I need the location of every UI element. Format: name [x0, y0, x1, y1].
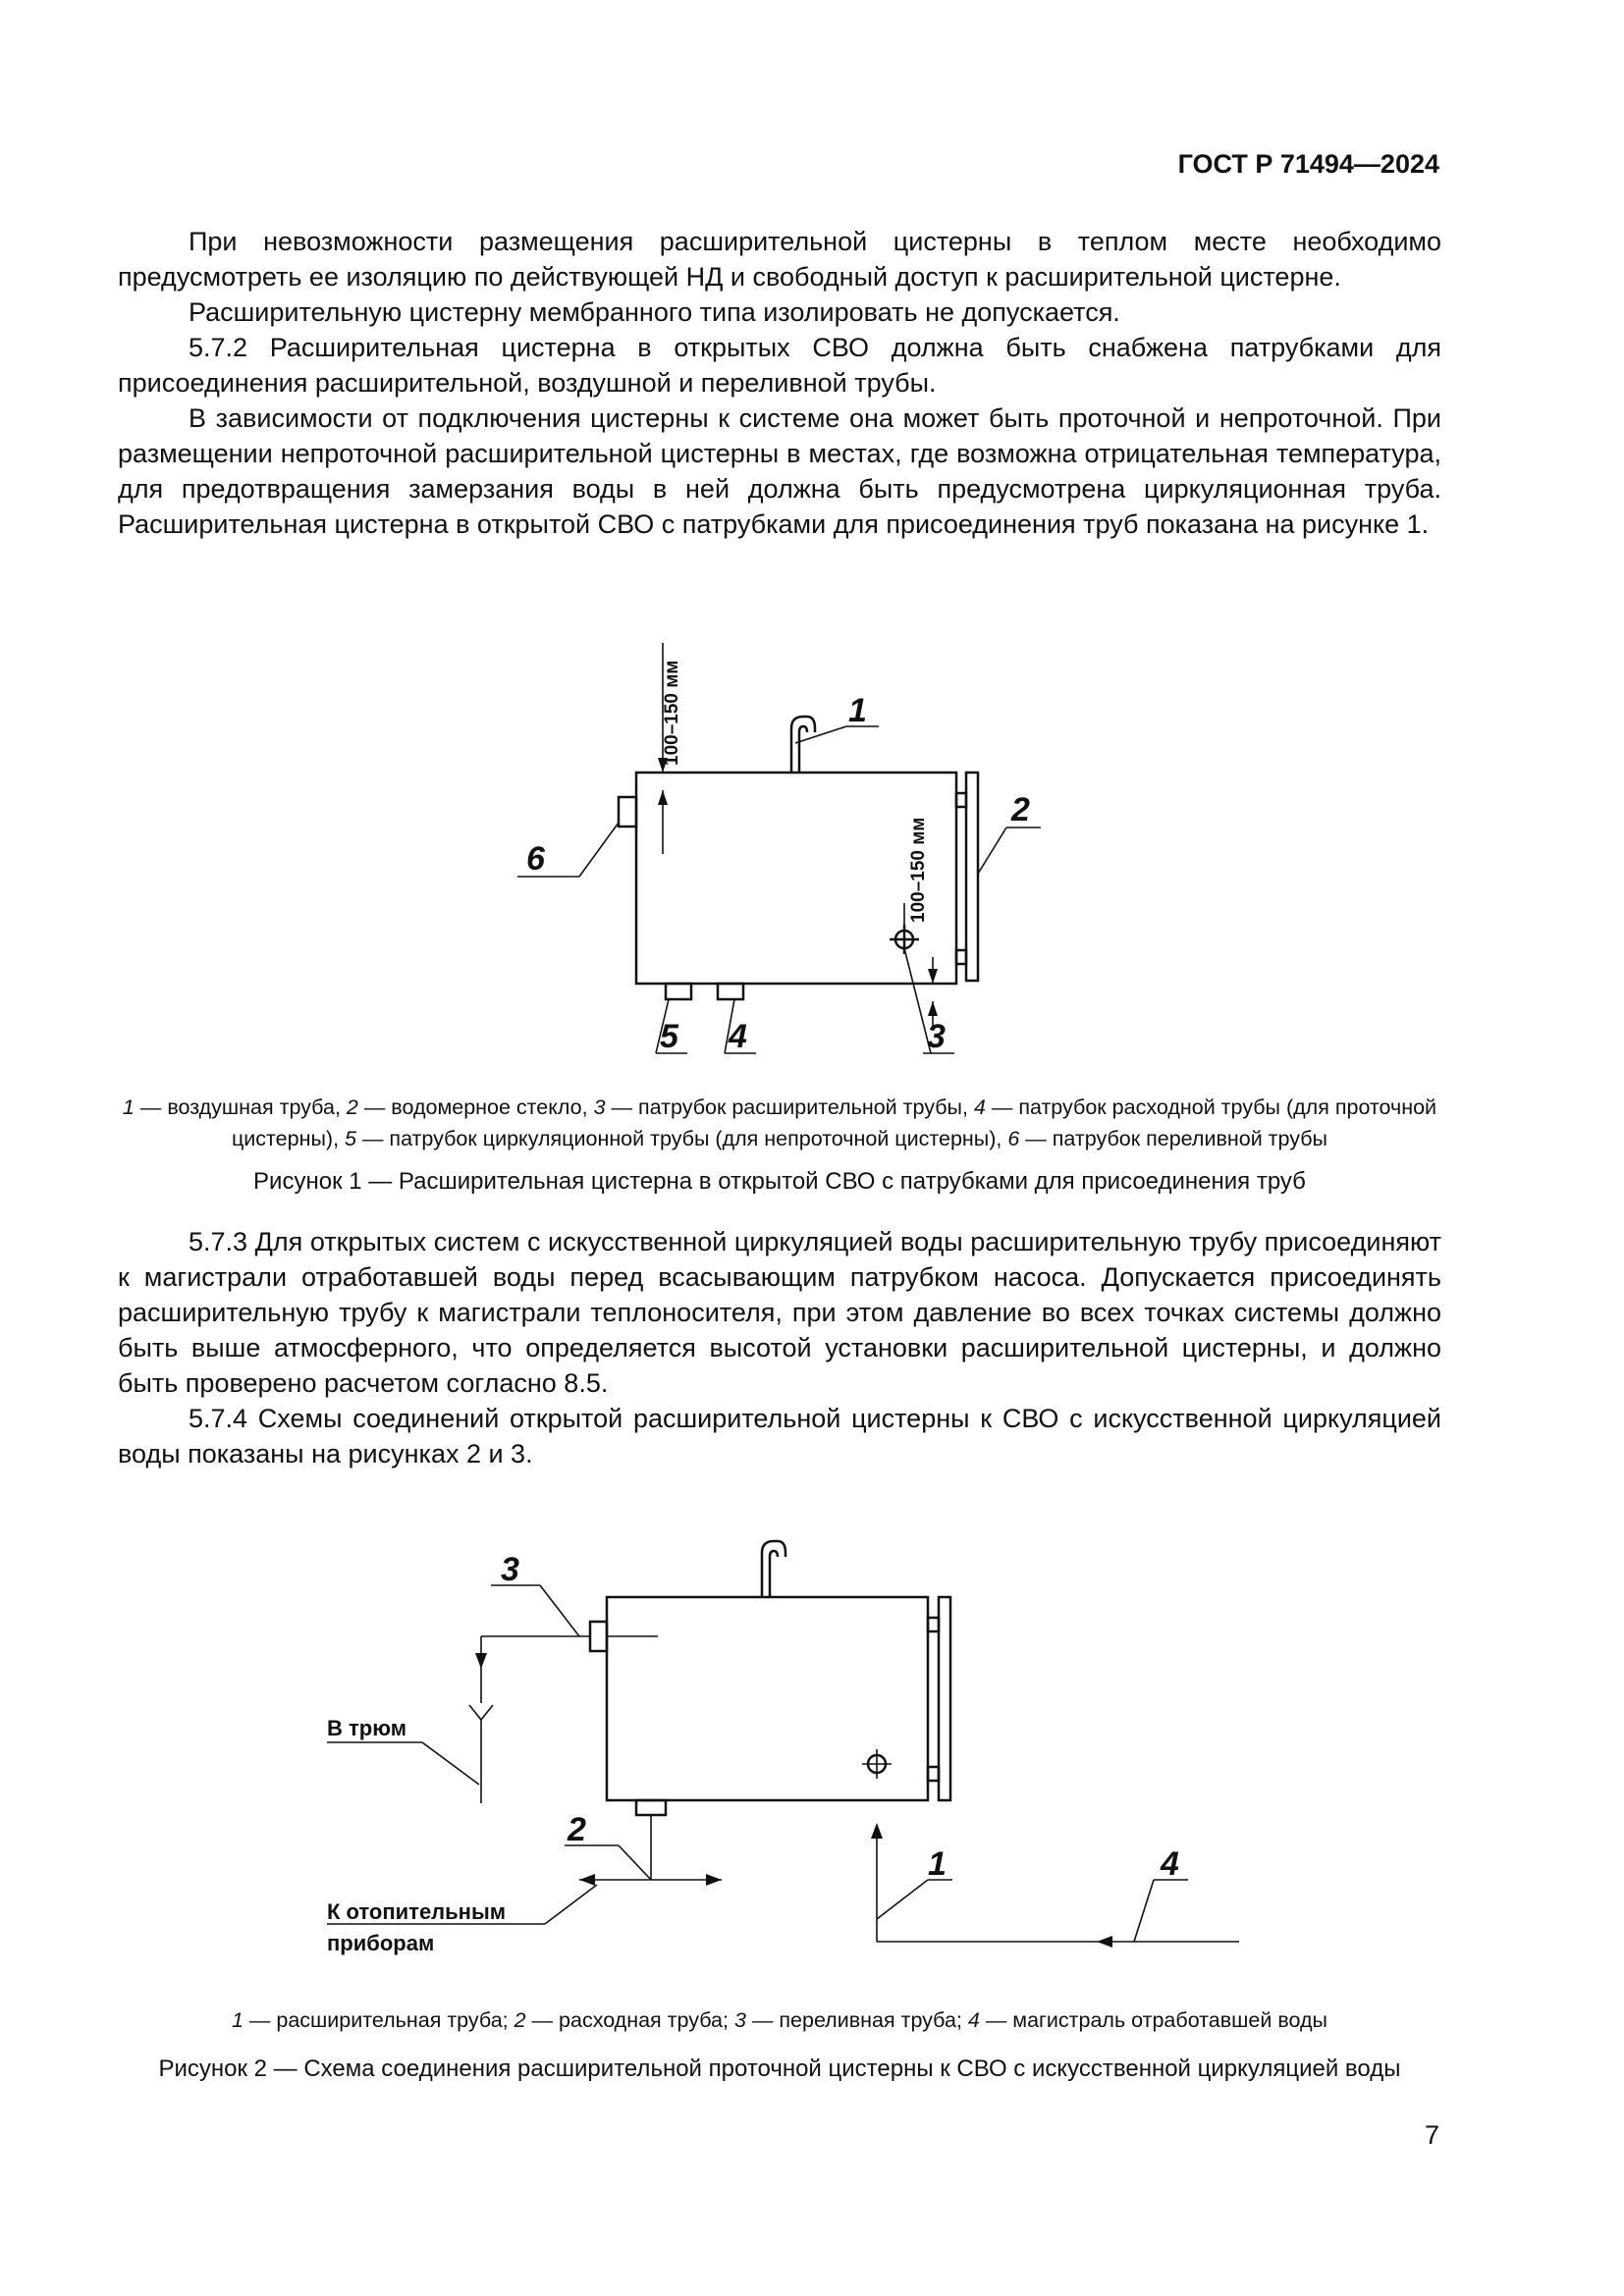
legend-text: — патрубок расширительной трубы,	[605, 1095, 974, 1119]
legend-text: — расходная труба;	[525, 2008, 734, 2032]
paragraph: В зависимости от подключения цистерны к системе она может быть проточной и непроточной. При размещении непроточной расширительной цистерны в местах, где возможна отрицательная температура, для предотвращения замерзания воды в ней должна быть предусмотрена циркуляционная труба. Расширительная цистерна в открытой СВО с патрубками для присоединения труб показана на рисунке 1.	[118, 403, 1441, 539]
paragraph: 5.7.3 Для открытых систем с искусственной циркуляцией воды расширительную трубу присоединяют к магистрали отработавшей воды перед всасывающим патрубком насоса. Допускается присоединять расширительную трубу к магистрали теплоносителя, при этом давление во всех точках системы должно быть выше атмосферного, что определяется высотой установки расширительной цистерны, и должно быть проверено расчетом согласно 8.5.	[118, 1227, 1441, 1398]
legend-num: 4	[973, 1095, 986, 1119]
figure-1-caption: Рисунок 1 — Расширительная цистерна в открытой СВО с патрубками для присоединения труб	[253, 1168, 1306, 1195]
dim-label-right: 100–150 мм	[908, 817, 929, 923]
fig1-label-4: 4	[729, 1018, 747, 1055]
legend-text: — патрубок расходной трубы (для проточной цистерны),	[231, 1095, 1437, 1150]
leader-4	[1134, 1880, 1154, 1942]
leader-2	[619, 1845, 651, 1880]
to-heaters-label-line2: приборам	[327, 1931, 435, 1955]
legend-num: 4	[967, 2008, 980, 2032]
legend-text: — водомерное стекло,	[357, 1095, 594, 1119]
legend-num: 1	[231, 2008, 244, 2032]
to-hold-pipe-mark	[469, 1705, 481, 1720]
legend-text: — переливная труба;	[745, 2008, 968, 2032]
fig2-label-4: 4	[1161, 1845, 1179, 1883]
consumption-stub	[636, 1800, 666, 1815]
leader-3	[540, 1585, 579, 1636]
page-number: 7	[1424, 2120, 1439, 2150]
fig2-label-1: 1	[928, 1845, 947, 1883]
legend-text: — расширительная труба;	[243, 2008, 514, 2032]
legend-text: — воздушная труба,	[134, 1095, 347, 1119]
paragraph: 5.7.4 Схемы соединений открытой расширительной цистерны к СВО с искусственной циркуляцией воды показаны на рисунках 2 и 3.	[118, 1404, 1441, 1468]
legend-num: 6	[1007, 1127, 1020, 1150]
arrow	[579, 1874, 595, 1886]
paragraph: При невозможности размещения расширительной цистерны в теплом месте необходимо предусмотреть ее изоляцию по действующей НД и свободный доступ к расширительной цистерне.	[118, 227, 1441, 292]
overflow-stub	[590, 1622, 607, 1651]
fig1-label-1: 1	[848, 692, 867, 729]
standard-header: ГОСТ Р 71494—2024	[1177, 149, 1439, 179]
legend-text: — магистраль отработавшей воды	[979, 2008, 1328, 2032]
dim-label-top: 100–150 мм	[662, 660, 682, 766]
gauge-fitting-bottom	[928, 1767, 939, 1781]
legend-num: 2	[346, 1095, 358, 1119]
leader-1	[877, 1880, 928, 1919]
fig2-label-3: 3	[501, 1551, 519, 1588]
gauge-glass	[939, 1597, 950, 1800]
fig1-label-6: 6	[526, 840, 545, 878]
legend-num: 3	[733, 2008, 746, 2032]
fig1-label-3: 3	[927, 1018, 946, 1055]
fig1-label-2: 2	[1011, 791, 1030, 828]
paragraph: 5.7.2 Расширительная цистерна в открытых СВО должна быть снабжена патрубками для присоединения расширительной, воздушной и переливной трубы.	[118, 333, 1441, 398]
legend-text: — патрубок переливной трубы	[1019, 1127, 1328, 1150]
arrow	[706, 1874, 722, 1886]
air-pipe	[762, 1541, 785, 1597]
to-heaters-label-line1: К отопительным	[327, 1899, 507, 1924]
to-hold-label: В трюм	[327, 1716, 406, 1740]
arrow	[1097, 1936, 1112, 1948]
paragraph: Расширительную цистерну мембранного типа изолировать не допускается.	[189, 297, 1120, 327]
fig2-label-2: 2	[568, 1811, 586, 1848]
legend-num: 2	[514, 2008, 526, 2032]
figure-2-legend	[118, 2004, 1441, 2036]
legend-num: 5	[345, 1127, 356, 1150]
tank-body	[607, 1597, 928, 1800]
legend-num: 1	[122, 1095, 135, 1119]
arrow	[475, 1653, 487, 1669]
legend-num: 3	[593, 1095, 606, 1119]
figure-2-caption: Рисунок 2 — Схема соединения расширительной проточной цистерны к СВО с искусственной циркуляцией воды	[158, 2056, 1401, 2082]
fig1-label-5: 5	[660, 1018, 678, 1055]
arrow	[871, 1823, 883, 1839]
gauge-fitting-top	[928, 1618, 939, 1631]
legend-text: — патрубок циркуляционной трубы (для непроточной цистерны),	[355, 1127, 1008, 1150]
